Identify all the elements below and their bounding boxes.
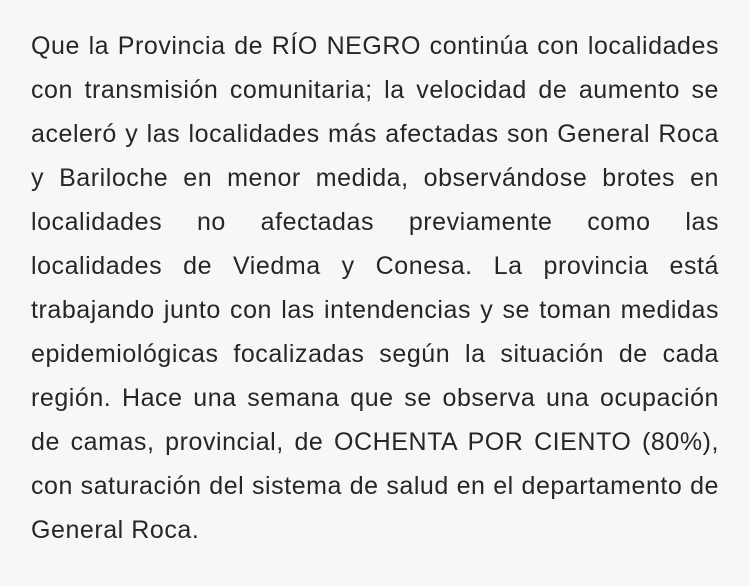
body-paragraph: Que la Provincia de RÍO NEGRO continúa con localidades con transmisión comunitaria; la velocidad de aumento se aceleró y las localidades más afectadas son General Roca y Bariloche en menor medida, observándose brotes en localidades no afectadas previamente como las localidades de Viedma y Conesa. La provincia está trabajando junto con las intendencias y se toman medidas epidemiológicas focalizadas según la situación de cada región. Hace una semana que se observa una ocupación de camas, provincial, de OCHENTA POR CIENTO (80%), con saturación del sistema de salud en el departamento de General Roca. (31, 32, 719, 544)
